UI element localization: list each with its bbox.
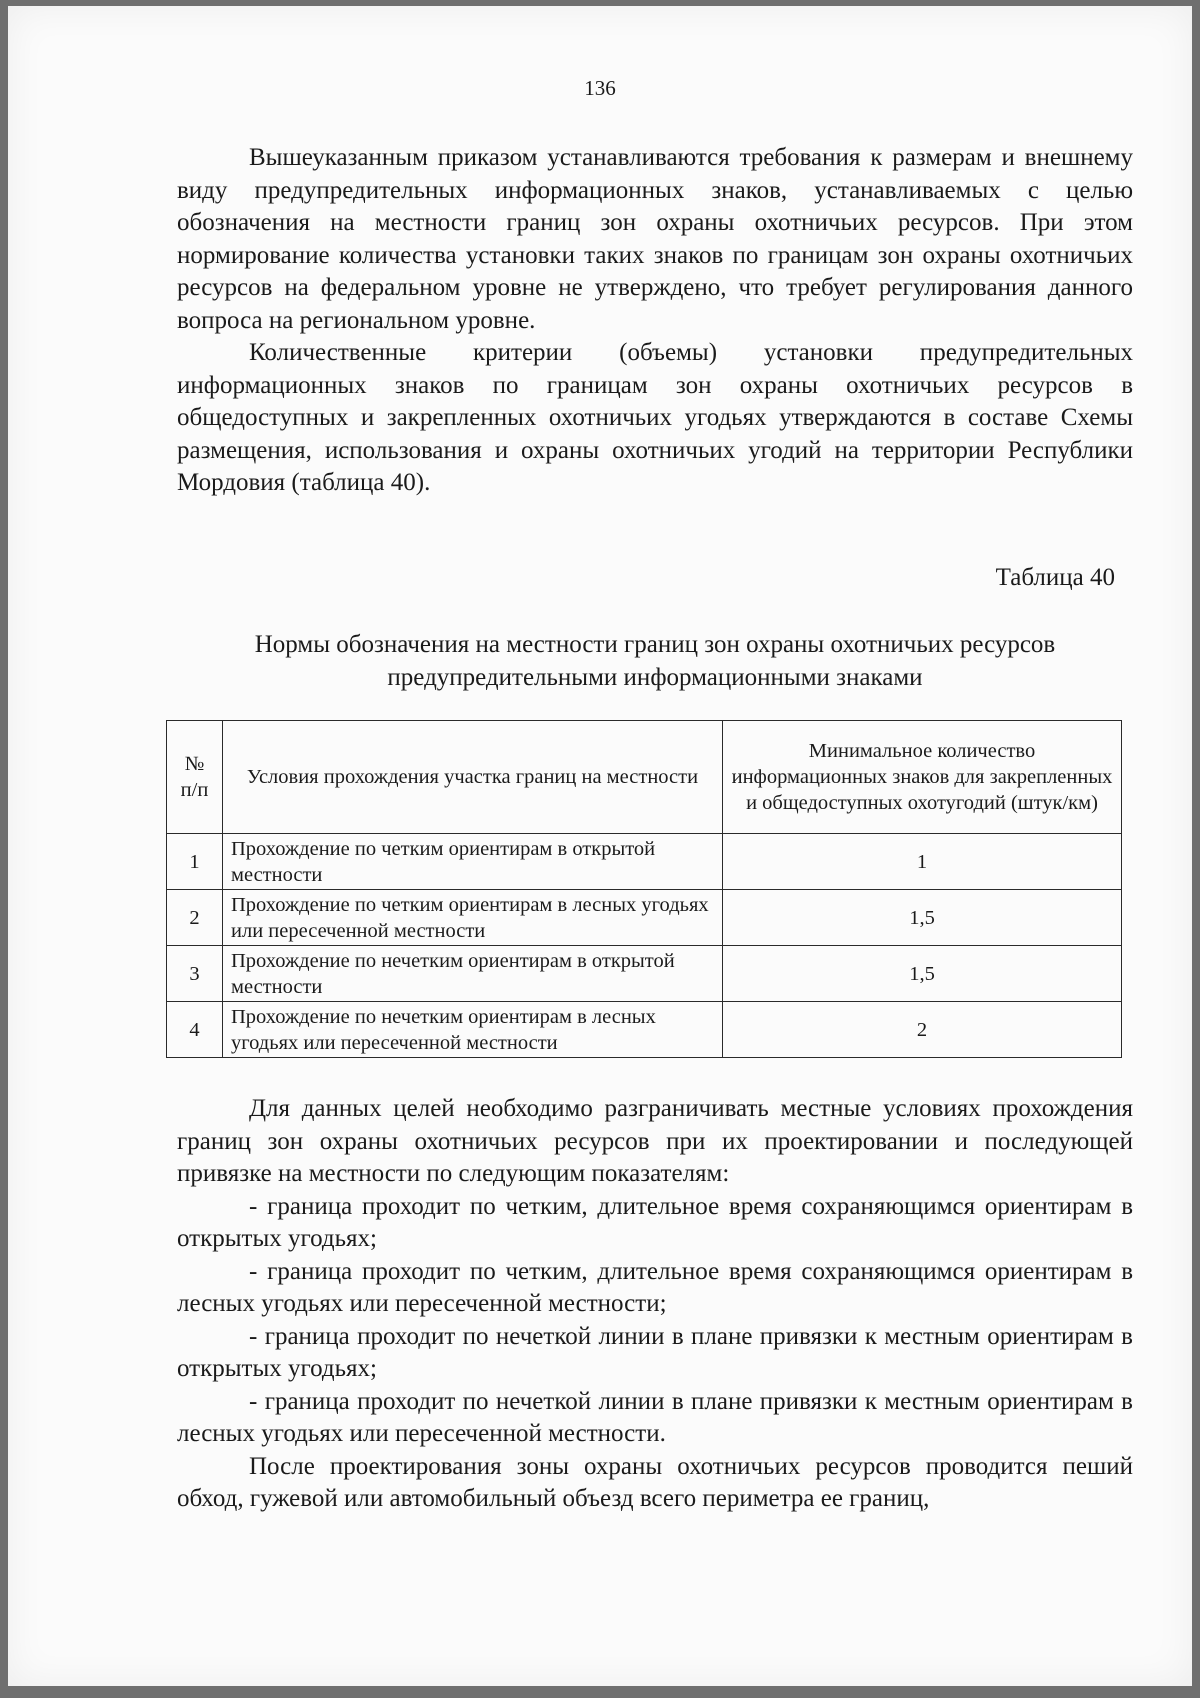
after-table-paragraph: Для данных целей необходимо разграничивать местные условиях прохождения границ зон охраны охотничьих ресурсов при их проектировании и последующей привязке на местности по следующим показателям: [177, 1095, 1133, 1187]
row-condition: Прохождение по четким ориентирам в лесных угодьях или пересеченной местности [223, 890, 723, 946]
table-caption: Таблица 40 [995, 564, 1115, 591]
header-condition: Условия прохождения участка границ на местности [223, 721, 723, 834]
table-title-line: предупредительными информационными знаками [387, 664, 923, 691]
bullet-item: - граница проходит по четким, длительное время сохраняющимся ориентирам в лесных угодьях или пересеченной местности; [177, 1257, 1133, 1317]
intro-paragraph: Вышеуказанным приказом устанавливаются требования к размерам и внешнему виду предупредительных информационных знаков, устанавливаемых с целью обозначения на местности границ зон охраны охотничьих ресурсов. При этом нормирование количества установки таких знаков по границам зон охраны охотничьих ресурсов на федеральном уровне не утверждено, что требует регулирования данного вопроса на региональном уровне. [177, 144, 1133, 334]
intro-section [177, 142, 1133, 500]
row-condition: Прохождение по четким ориентирам в открытой местности [223, 834, 723, 890]
table-row [167, 834, 1122, 890]
bullet-item: - граница проходит по нечеткой линии в плане привязки к местным ориентирам в лесных угодьях или пересеченной местности. [177, 1387, 1133, 1447]
row-condition: Прохождение по нечетким ориентирам в лесных угодьях или пересеченной местности [223, 1002, 723, 1058]
table-row [167, 1002, 1122, 1058]
page-number: 136 [584, 76, 616, 100]
bullet-item: - граница проходит по четким, длительное время сохраняющимся ориентирам в открытых угодьях; [177, 1192, 1133, 1252]
intro-paragraph: Количественные критерии (объемы) установки предупредительных информационных знаков по границам зон охраны охотничьих ресурсов в общедоступных и закрепленных охотничьих угодьях утверждаются в составе Схемы размещения, использования и охраны охотничьих угодий на территории Республики Мордовия (таблица 40). [177, 339, 1133, 496]
row-condition: Прохождение по нечетким ориентирам в открытой местности [223, 946, 723, 1002]
row-num: 4 [167, 1002, 223, 1058]
row-num: 2 [167, 890, 223, 946]
table-header-row [167, 721, 1122, 834]
row-minimum: 1,5 [723, 946, 1122, 1002]
bullet-item: - граница проходит по нечеткой линии в плане привязки к местным ориентирам в открытых угодьях; [177, 1322, 1133, 1382]
row-minimum: 1 [723, 834, 1122, 890]
after-table-section [177, 1093, 1133, 1516]
closing-paragraph: После проектирования зоны охраны охотничьих ресурсов проводится пеший обход, гужевой или автомобильный объезд всего периметра ее границ, [177, 1452, 1133, 1512]
row-minimum: 1,5 [723, 890, 1122, 946]
header-minimum: Минимальное количество информационных знаков для закрепленных и общедоступных охотугодий (штук/км) [723, 721, 1122, 834]
document-page [8, 6, 1192, 1686]
table-row [167, 890, 1122, 946]
table-title [177, 628, 1133, 694]
row-minimum: 2 [723, 1002, 1122, 1058]
table-title-line: Нормы обозначения на местности границ зон охраны охотничьих ресурсов [254, 631, 1056, 658]
row-num: 1 [167, 834, 223, 890]
table-row [167, 946, 1122, 1002]
norms-table [166, 720, 1122, 1058]
row-num: 3 [167, 946, 223, 1002]
header-num: № п/п [167, 721, 223, 834]
